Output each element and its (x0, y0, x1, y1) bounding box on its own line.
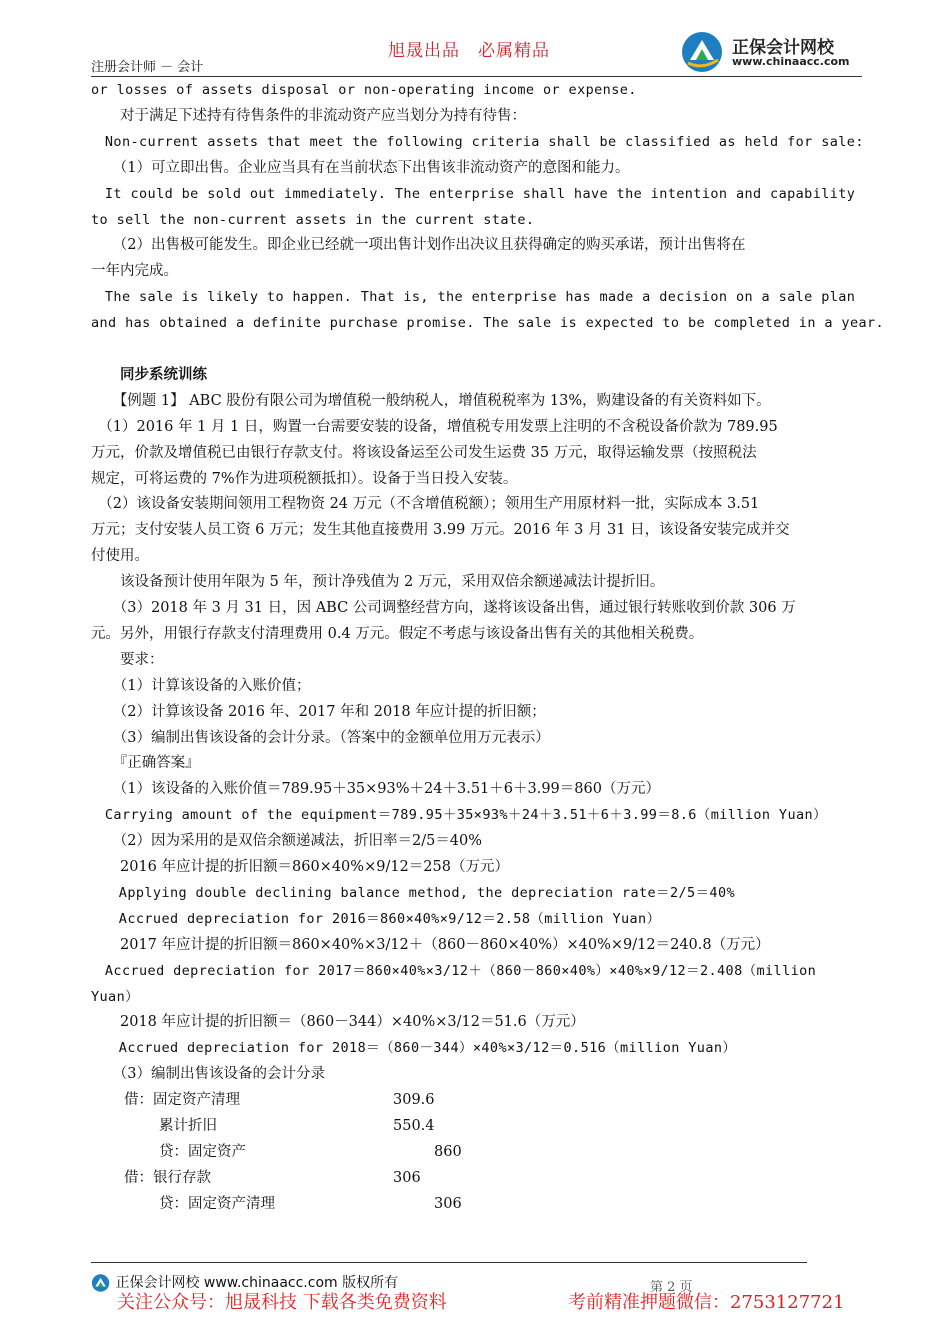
journal-debit-amount: 306 (393, 1169, 421, 1186)
journal-account: 贷：固定资产 (159, 1143, 246, 1160)
text-line: 规定，可将运费的 7%作为进项税额抵扣）。设备于当日投入安装。 (91, 470, 518, 487)
text-line: 2017 年应计提的折旧额＝860×40%×3/12＋（860－860×40%）×40%×9/12＝240.8（万元） (91, 936, 770, 953)
text-line: （3）编制出售该设备的会计分录 (91, 1066, 325, 1083)
header-divider (91, 76, 862, 77)
journal-debit-amount: 309.6 (393, 1092, 435, 1109)
text-line: （1）计算该设备的入账价值； (91, 677, 311, 694)
text-line: （3）编制出售该设备的会计分录。（答案中的金额单位用万元表示） (91, 729, 550, 746)
footer-logo-icon (91, 1273, 111, 1293)
logo-url: www.chinaacc.com (732, 55, 850, 68)
text-line: Non-current assets that meet the following criteria shall be classified as held for sale: (91, 133, 864, 150)
journal-debit-amount: 550.4 (393, 1118, 435, 1134)
journal-account: 借：固定资产清理 (124, 1092, 240, 1109)
text-line: 【例题 1】 ABC 股份有限公司为增值税一般纳税人，增值税税率为 13%，购建设备的有关资料如下。 (91, 392, 771, 409)
text-line: （1）该设备的入账价值＝789.95＋35×93%＋24＋3.51＋6＋3.99＝860（万元） (91, 781, 660, 798)
text-line: 一年内完成。 (91, 263, 178, 280)
journal-credit-amount: 306 (434, 1195, 462, 1212)
text-line: 『正确答案』 (91, 755, 200, 772)
text-line: Accrued depreciation for 2018＝（860－344）×40%×3/12＝0.516（million Yuan） (91, 1040, 737, 1057)
text-line: The sale is likely to happen. That is, the enterprise has made a decision on a sale plan (91, 289, 856, 306)
text-line: （3）2018 年 3 月 31 日，因 ABC 公司调整经营方向，遂将该设备出售，通过银行转账收到价款 306 万 (91, 600, 796, 616)
logo-name: 正保会计网校 (732, 38, 834, 58)
text-line: It could be sold out immediately. The enterprise shall have the intention and capability (91, 185, 856, 202)
journal-account: 累计折旧 (159, 1118, 217, 1134)
footer-divider (91, 1262, 807, 1263)
page-number: 第 2 页 (650, 1280, 693, 1295)
text-line: Accrued depreciation for 2016＝860×40%×9/12＝2.58（million Yuan） (91, 910, 661, 927)
section-heading: 同步系统训练 (91, 365, 207, 383)
document-header-title: 注册会计师 － 会计 (91, 60, 204, 75)
brand-logo (680, 30, 870, 74)
text-line: to sell the non-current assets in the current state. (91, 211, 535, 228)
text-line: （2）因为采用的是双倍余额递减法，折旧率＝2/5＝40% (91, 833, 483, 850)
text-line: （1）2016 年 1 月 1 日，购置一台需要安装的设备，增值税专用发票上注明的不含税设备价款为 789.95 (91, 418, 778, 435)
text-line: （2）该设备安装期间领用工程物资 24 万元（不含增值税额）；领用生产用原材料一批，实际成本 3.51 (91, 496, 760, 513)
text-line: Accrued depreciation for 2017＝860×40%×3/12＋（860－860×40%）×40%×9/12＝2.408（million (91, 962, 817, 979)
text-line: and has obtained a definite purchase promise. The sale is expected to be completed in a year. (91, 315, 885, 332)
watermark-right: 考前精准押题微信：2753127721 (568, 1292, 845, 1313)
journal-credit-amount: 860 (434, 1143, 462, 1160)
text-line: 2016 年应计提的折旧额＝860×40%×9/12＝258（万元） (91, 859, 509, 875)
text-line: （2）计算该设备 2016 年、2017 年和 2018 年应计提的折旧额； (91, 703, 546, 720)
text-line: Yuan） (91, 988, 140, 1005)
text-line: 万元；支付安装人员工资 6 万元；发生其他直接费用 3.99 万元。2016 年 3 月 31 日，该设备安装完成并交 (91, 522, 790, 539)
text-line: 该设备预计使用年限为 5 年，预计净残值为 2 万元，采用双倍余额递减法计提折旧。 (91, 574, 665, 591)
journal-account: 借：银行存款 (124, 1169, 211, 1186)
journal-account: 贷：固定资产清理 (159, 1195, 275, 1212)
text-line: 付使用。 (91, 548, 149, 565)
header-slogan: 旭晟出品 必属精品 (388, 41, 550, 61)
text-line: （2）出售极可能发生。即企业已经就一项出售计划作出决议且获得确定的购买承诺，预计出售将在 (91, 237, 746, 254)
text-line: （1）可立即出售。企业应当具有在当前状态下出售该非流动资产的意图和能力。 (91, 159, 630, 176)
text-line: 2018 年应计提的折旧额＝（860－344）×40%×3/12＝51.6（万元） (91, 1014, 585, 1031)
footer-copyright-text: 正保会计网校 www.chinaacc.com 版权所有 (115, 1275, 399, 1291)
text-line: Carrying amount of the equipment＝789.95＋35×93%＋24＋3.51＋6＋3.99＝8.6（million Yuan） (91, 807, 827, 824)
text-line: or losses of assets disposal or non-operating income or expense. (91, 82, 637, 98)
watermark-left: 关注公众号：旭晟科技 下载各类免费资料 (117, 1292, 447, 1313)
text-line: 对于满足下述持有待售条件的非流动资产应当划分为持有待售： (91, 107, 526, 124)
text-line: 万元，价款及增值税已由银行存款支付。将该设备运至公司发生运费 35 万元，取得运输发票（按照税法 (91, 444, 757, 461)
text-line: 要求： (91, 651, 164, 668)
text-line: Applying double declining balance method, the depreciation rate＝2/5＝40% (91, 884, 736, 901)
logo-emblem-icon (680, 30, 726, 74)
text-line: 元。另外，用银行存款支付清理费用 0.4 万元。假定不考虑与该设备出售有关的其他相关税费。 (91, 625, 704, 642)
